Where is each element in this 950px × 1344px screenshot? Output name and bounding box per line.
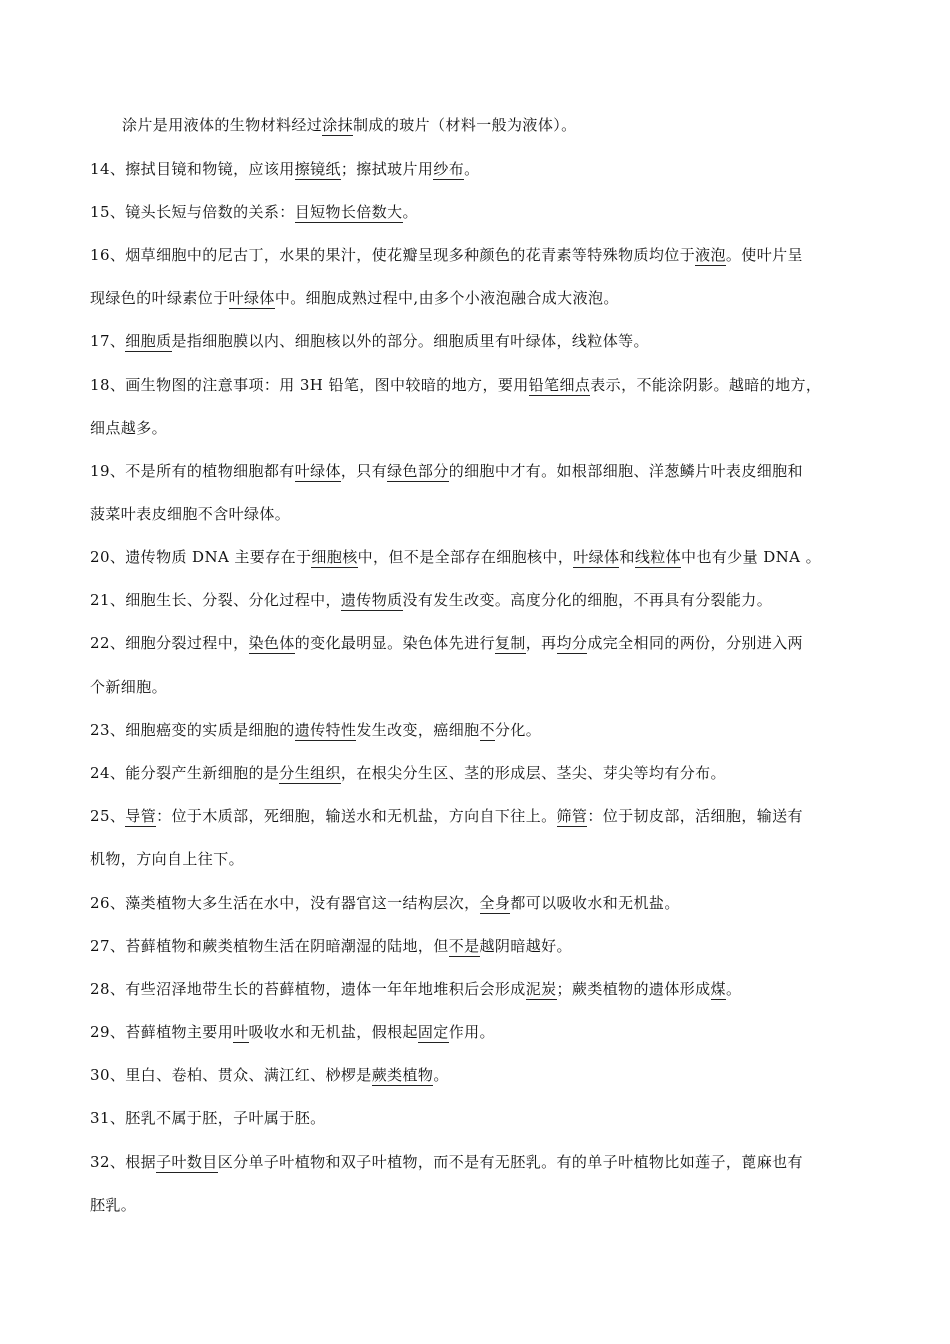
text-segment: 30、里白、卷柏、贯众、满江红、桫椤是 <box>90 1066 372 1084</box>
text-segment: 成完全相同的两份，分别进入两 <box>587 634 803 652</box>
text-line <box>90 503 865 525</box>
text-line <box>90 632 865 654</box>
text-segment: 25、 <box>90 807 126 825</box>
text-segment: 24、能分裂产生新细胞的是 <box>90 764 280 782</box>
text-line <box>90 719 865 741</box>
text-segment: 中也有少量 DNA 。 <box>681 548 821 566</box>
text-segment: 。 <box>725 980 742 998</box>
text-segment: 发生改变，癌细胞 <box>356 721 480 739</box>
text-line <box>90 546 865 568</box>
underlined-term: 筛管 <box>556 807 588 825</box>
underlined-term: 导管 <box>125 807 157 825</box>
underlined-term: 叶绿体 <box>294 462 341 480</box>
underlined-term: 绿色部分 <box>387 462 449 480</box>
text-segment: 区分单子叶植物和双子叶植物，而不是有无胚乳。有的单子叶植物比如莲子，蓖麻也有 <box>217 1153 803 1171</box>
text-segment: ；擦拭玻片用 <box>340 160 434 178</box>
text-segment: 31、胚乳不属于胚，子叶属于胚。 <box>90 1109 326 1127</box>
underlined-term: 泥炭 <box>525 980 557 998</box>
underlined-term: 遗传特性 <box>294 721 357 739</box>
text-segment: 中，但不是全部存在细胞核中， <box>357 548 574 566</box>
text-segment: 是指细胞膜以内、细胞核以外的部分。细胞质里有叶绿体，线粒体等。 <box>171 332 649 350</box>
text-segment: 21、细胞生长、分裂、分化过程中， <box>90 591 341 609</box>
text-segment: 作用。 <box>448 1023 495 1041</box>
underlined-term: 纱布 <box>433 160 465 178</box>
underlined-term: 遗传物质 <box>340 591 403 609</box>
underlined-term: 分生组织 <box>279 764 341 782</box>
text-line <box>90 1021 865 1043</box>
text-segment: 个新细胞。 <box>90 678 168 696</box>
text-segment: 20、遗传物质 DNA 主要存在于 <box>90 548 312 566</box>
underlined-term: 均分 <box>556 634 588 652</box>
text-line <box>90 1194 865 1216</box>
underlined-term: 叶绿体 <box>228 289 275 307</box>
text-line <box>90 460 865 482</box>
text-line <box>90 676 865 698</box>
underlined-term: 涂抹 <box>322 116 354 134</box>
underlined-term: 目短物长倍数大 <box>294 203 403 221</box>
text-segment: 胚乳。 <box>90 1196 137 1214</box>
text-segment: 制成的玻片（材料一般为液体）。 <box>353 116 577 134</box>
text-line <box>90 244 865 266</box>
text-segment: 23、细胞癌变的实质是细胞的 <box>90 721 295 739</box>
text-line <box>90 978 865 1000</box>
text-segment: 22、细胞分裂过程中， <box>90 634 249 652</box>
underlined-term: 子叶数目 <box>156 1153 218 1171</box>
text-line <box>90 805 865 827</box>
underlined-term: 叶绿体 <box>573 548 620 566</box>
text-line <box>90 330 865 352</box>
text-line <box>90 1064 865 1086</box>
text-segment: 表示，不能涂阴影。越暗的地方， <box>590 376 822 394</box>
text-segment: 中。细胞成熟过程中,由多个小液泡融合成大液泡。 <box>274 289 619 307</box>
underlined-term: 染色体 <box>248 634 295 652</box>
underlined-term: 擦镜纸 <box>294 160 341 178</box>
text-line <box>90 892 865 914</box>
text-segment: 的细胞中才有。如根部细胞、洋葱鳞片叶表皮细胞和 <box>448 462 803 480</box>
underlined-term: 液泡 <box>695 246 726 264</box>
text-segment: 越阴暗越好。 <box>479 937 572 955</box>
text-line <box>90 158 865 180</box>
text-line <box>122 114 897 136</box>
text-segment: 菠菜叶表皮细胞不含叶绿体。 <box>90 505 291 523</box>
text-segment: 26、藻类植物大多生活在水中，没有器官这一结构层次， <box>90 894 480 912</box>
text-segment: 28、有些沼泽地带生长的苔藓植物，遗体一年年地堆积后会形成 <box>90 980 526 998</box>
text-line <box>90 1151 865 1173</box>
text-line <box>90 201 865 223</box>
text-segment: 18、画生物图的注意事项：用 3H 铅笔，图中较暗的地方，要用 <box>90 376 529 394</box>
text-segment: 机物，方向自上往下。 <box>90 850 245 868</box>
text-segment: 。 <box>433 1066 449 1084</box>
text-segment: ：位于木质部，死细胞，输送水和无机盐，方向自下往上。 <box>156 807 557 825</box>
text-segment: 都可以吸收水和无机盐。 <box>510 894 680 912</box>
text-segment: ，在根尖分生区、茎的形成层、茎尖、芽尖等均有分布。 <box>340 764 726 782</box>
underlined-term: 细胞核 <box>311 548 358 566</box>
text-segment: 27、苔藓植物和蕨类植物生活在阴暗潮湿的陆地，但 <box>90 937 449 955</box>
underlined-term: 蕨类植物 <box>371 1066 434 1084</box>
underlined-term: 全身 <box>479 894 511 912</box>
text-line <box>90 1107 865 1129</box>
text-segment: ，只有 <box>340 462 388 480</box>
text-segment: 14、擦拭目镜和物镜，应该用 <box>90 160 295 178</box>
text-segment: 16、烟草细胞中的尼古丁，水果的果汁，使花瓣呈现多种颜色的花青素等特殊物质均位于 <box>90 246 696 264</box>
underlined-term: 铅笔细点 <box>528 376 591 394</box>
underlined-term: 线粒体 <box>634 548 682 566</box>
text-segment: 的变化最明显。染色体先进行 <box>294 634 495 652</box>
text-segment: 29、苔藓植物主要用 <box>90 1023 234 1041</box>
text-line <box>90 374 865 396</box>
underlined-term: 煤 <box>710 980 726 998</box>
text-segment: 。 <box>464 160 480 178</box>
text-segment: 15、镜头长短与倍数的关系： <box>90 203 295 221</box>
underlined-term: 不是 <box>448 937 480 955</box>
text-segment: 。使叶片呈 <box>725 246 803 264</box>
text-segment: ：位于韧皮部，活细胞，输送有 <box>587 807 803 825</box>
text-line <box>90 935 865 957</box>
text-segment: 涂片是用液体的生物材料经过 <box>122 116 323 134</box>
underlined-term: 叶 <box>233 1023 249 1041</box>
underlined-term: 复制 <box>494 634 526 652</box>
underlined-term: 不 <box>479 721 495 739</box>
text-segment: 19、不是所有的植物细胞都有 <box>90 462 295 480</box>
text-segment: 没有发生改变。高度分化的细胞，不再具有分裂能力。 <box>402 591 773 609</box>
text-line <box>90 589 865 611</box>
text-segment: 和 <box>619 548 635 566</box>
text-segment: 细点越多。 <box>90 419 168 437</box>
text-segment: 32、根据 <box>90 1153 157 1171</box>
text-segment: 分化。 <box>494 721 542 739</box>
text-segment: ；蕨类植物的遗体形成 <box>556 980 711 998</box>
underlined-term: 细胞质 <box>125 332 172 350</box>
text-line <box>90 762 865 784</box>
text-line <box>90 417 865 439</box>
text-segment: 吸收水和无机盐，假根起 <box>248 1023 418 1041</box>
text-line <box>90 848 865 870</box>
text-segment: 17、 <box>90 332 126 350</box>
text-segment: ，再 <box>525 634 557 652</box>
underlined-term: 固定 <box>417 1023 449 1041</box>
text-segment: 现绿色的叶绿素位于 <box>90 289 229 307</box>
text-segment: 。 <box>402 203 418 221</box>
text-line <box>90 287 865 309</box>
